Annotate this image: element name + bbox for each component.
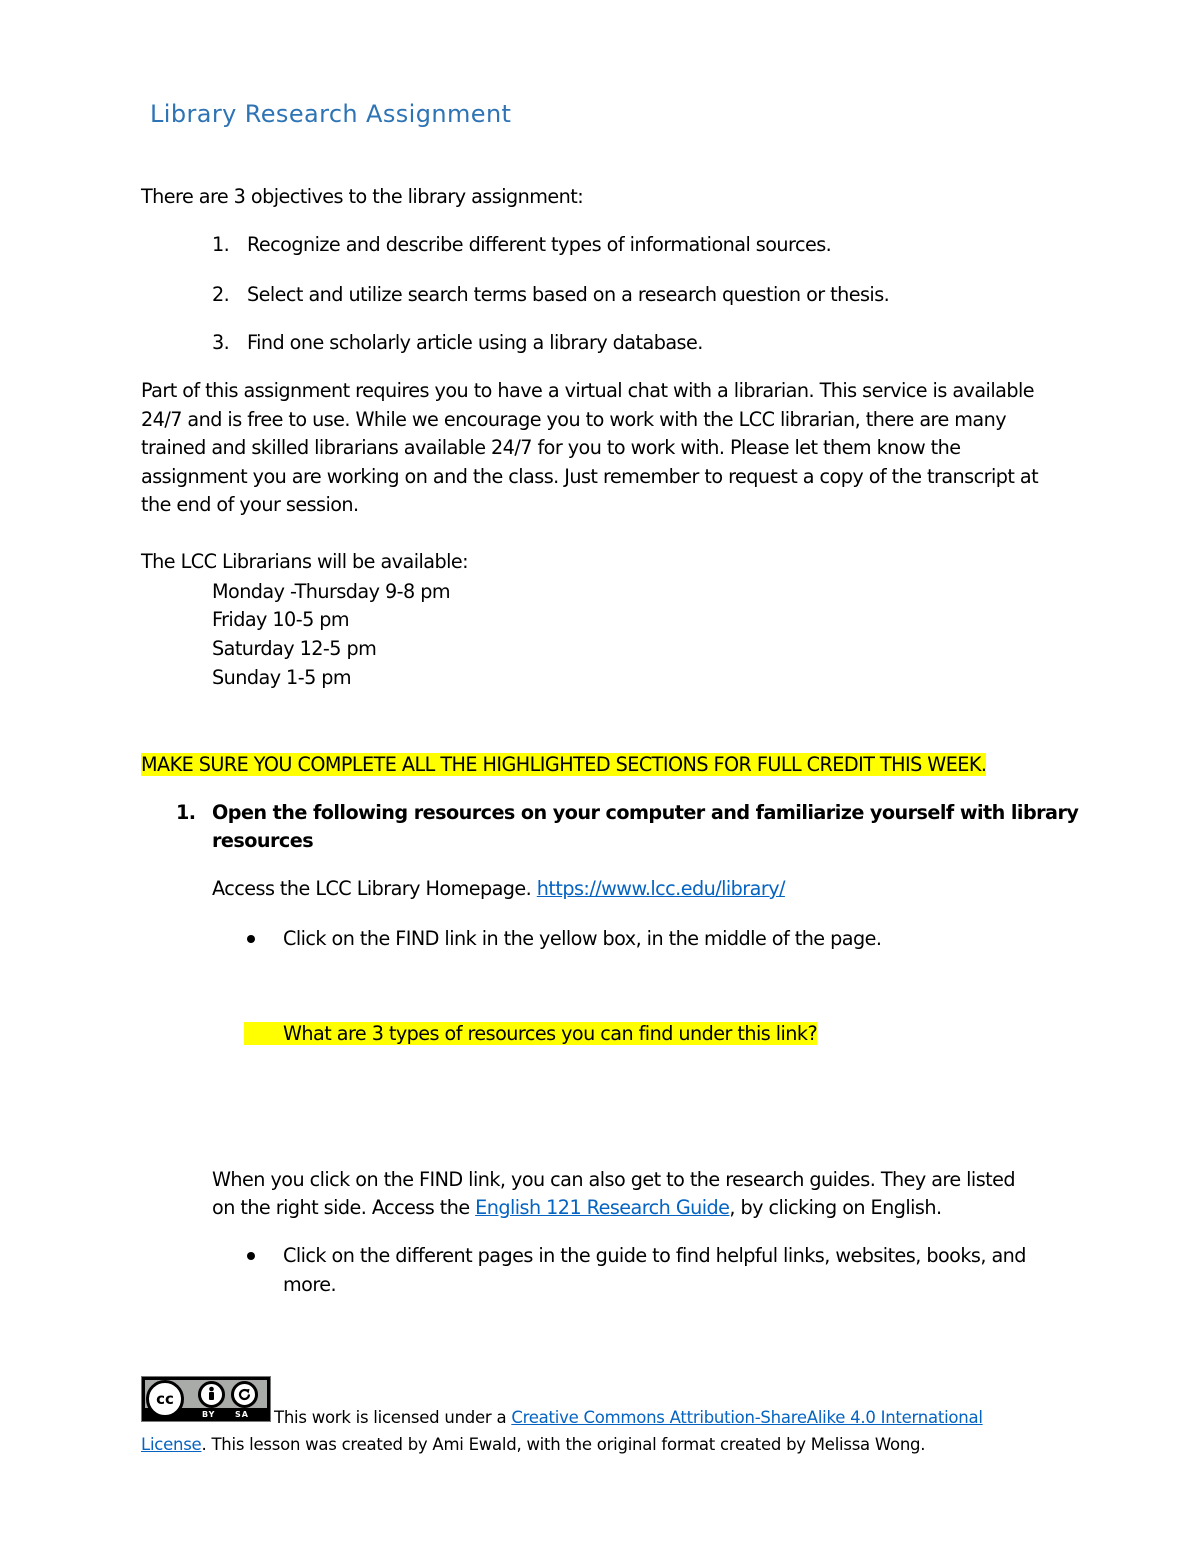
english-121-guide-link[interactable]: English 121 Research Guide [475,1196,730,1219]
bullet-icon [247,935,255,943]
share-alike-icon [231,1381,258,1408]
resources-question [244,1020,817,1049]
license-link[interactable]: Creative Commons Attribution-ShareAlike 4.0 International [511,1408,983,1427]
credits-text: . This lesson was created by Ami Ewald, with the original format created by Melissa Wong. [201,1435,926,1454]
objective-2-text: Select and utilize search terms based on a research question or thesis. [247,283,890,306]
research-guides-prefix: on the right side. Access the [212,1196,476,1219]
step-1-heading-line-1: Open the following resources on your computer and familiarize yourself with library [212,801,1079,824]
hours-line-4: Sunday 1-5 pm [212,666,352,689]
license-line-1 [274,1404,983,1431]
find-link-instruction: Click on the FIND link in the yellow box, in the middle of the page. [283,927,882,950]
document-title: Library Research Assignment [150,100,512,128]
objective-2-number: 2. [212,283,230,306]
hours-line-2: Friday 10-5 pm [212,608,350,631]
badge-by-label: BY [202,1410,216,1419]
chat-paragraph: Part of this assignment requires you to have a virtual chat with a librarian. This service is available 24/7 and is free to use. While we encourage you to work with the LCC librarian, there are many trained and skilled librarians available 24/7 for you to work with. Please let them know the assignment you are working on and the class. Just remember to request a copy of the transcript at the end of your session. [141,379,1039,516]
attribution-icon [198,1381,225,1408]
objective-1-text: Recognize and describe different types of informational sources. [247,233,832,256]
library-homepage-label: Access the LCC Library Homepage. [212,877,537,900]
library-homepage-line [212,875,785,904]
hours-line-1: Monday -Thursday 9-8 pm [212,580,450,603]
credit-notice [141,751,986,780]
objective-3-text: Find one scholarly article using a library database. [247,331,703,354]
guide-pages-instruction-line-1: Click on the different pages in the guide to find helpful links, websites, books, and [283,1244,1026,1267]
badge-sa-label: SA [235,1410,249,1419]
research-guides-suffix: , by clicking on English. [729,1196,942,1219]
step-1-number: 1. [176,801,196,824]
resources-question-text: What are 3 types of resources you can find under this link? [244,1022,817,1045]
credit-notice-text: MAKE SURE YOU COMPLETE ALL THE HIGHLIGHTED SECTIONS FOR FULL CREDIT THIS WEEK. [141,753,987,776]
guide-pages-instruction-line-2: more. [283,1273,337,1296]
cc-icon: cc [146,1380,184,1418]
objective-1-number: 1. [212,233,230,256]
objective-3-number: 3. [212,331,230,354]
intro-text: There are 3 objectives to the library assignment: [141,185,584,208]
hours-heading: The LCC Librarians will be available: [141,550,469,573]
research-guides-line-1: When you click on the FIND link, you can also get to the research guides. They are listed [212,1168,1016,1191]
license-line-2 [141,1431,925,1458]
bullet-icon [247,1252,255,1260]
license-prefix: This work is licensed under a [274,1408,512,1427]
step-1-heading-line-2: resources [212,829,314,852]
library-homepage-link[interactable]: https://www.lcc.edu/library/ [536,877,785,900]
license-link-continued[interactable]: License [141,1435,202,1454]
hours-line-3: Saturday 12-5 pm [212,637,377,660]
cc-by-sa-badge[interactable] [141,1376,271,1422]
research-guides-line-2 [212,1194,942,1223]
